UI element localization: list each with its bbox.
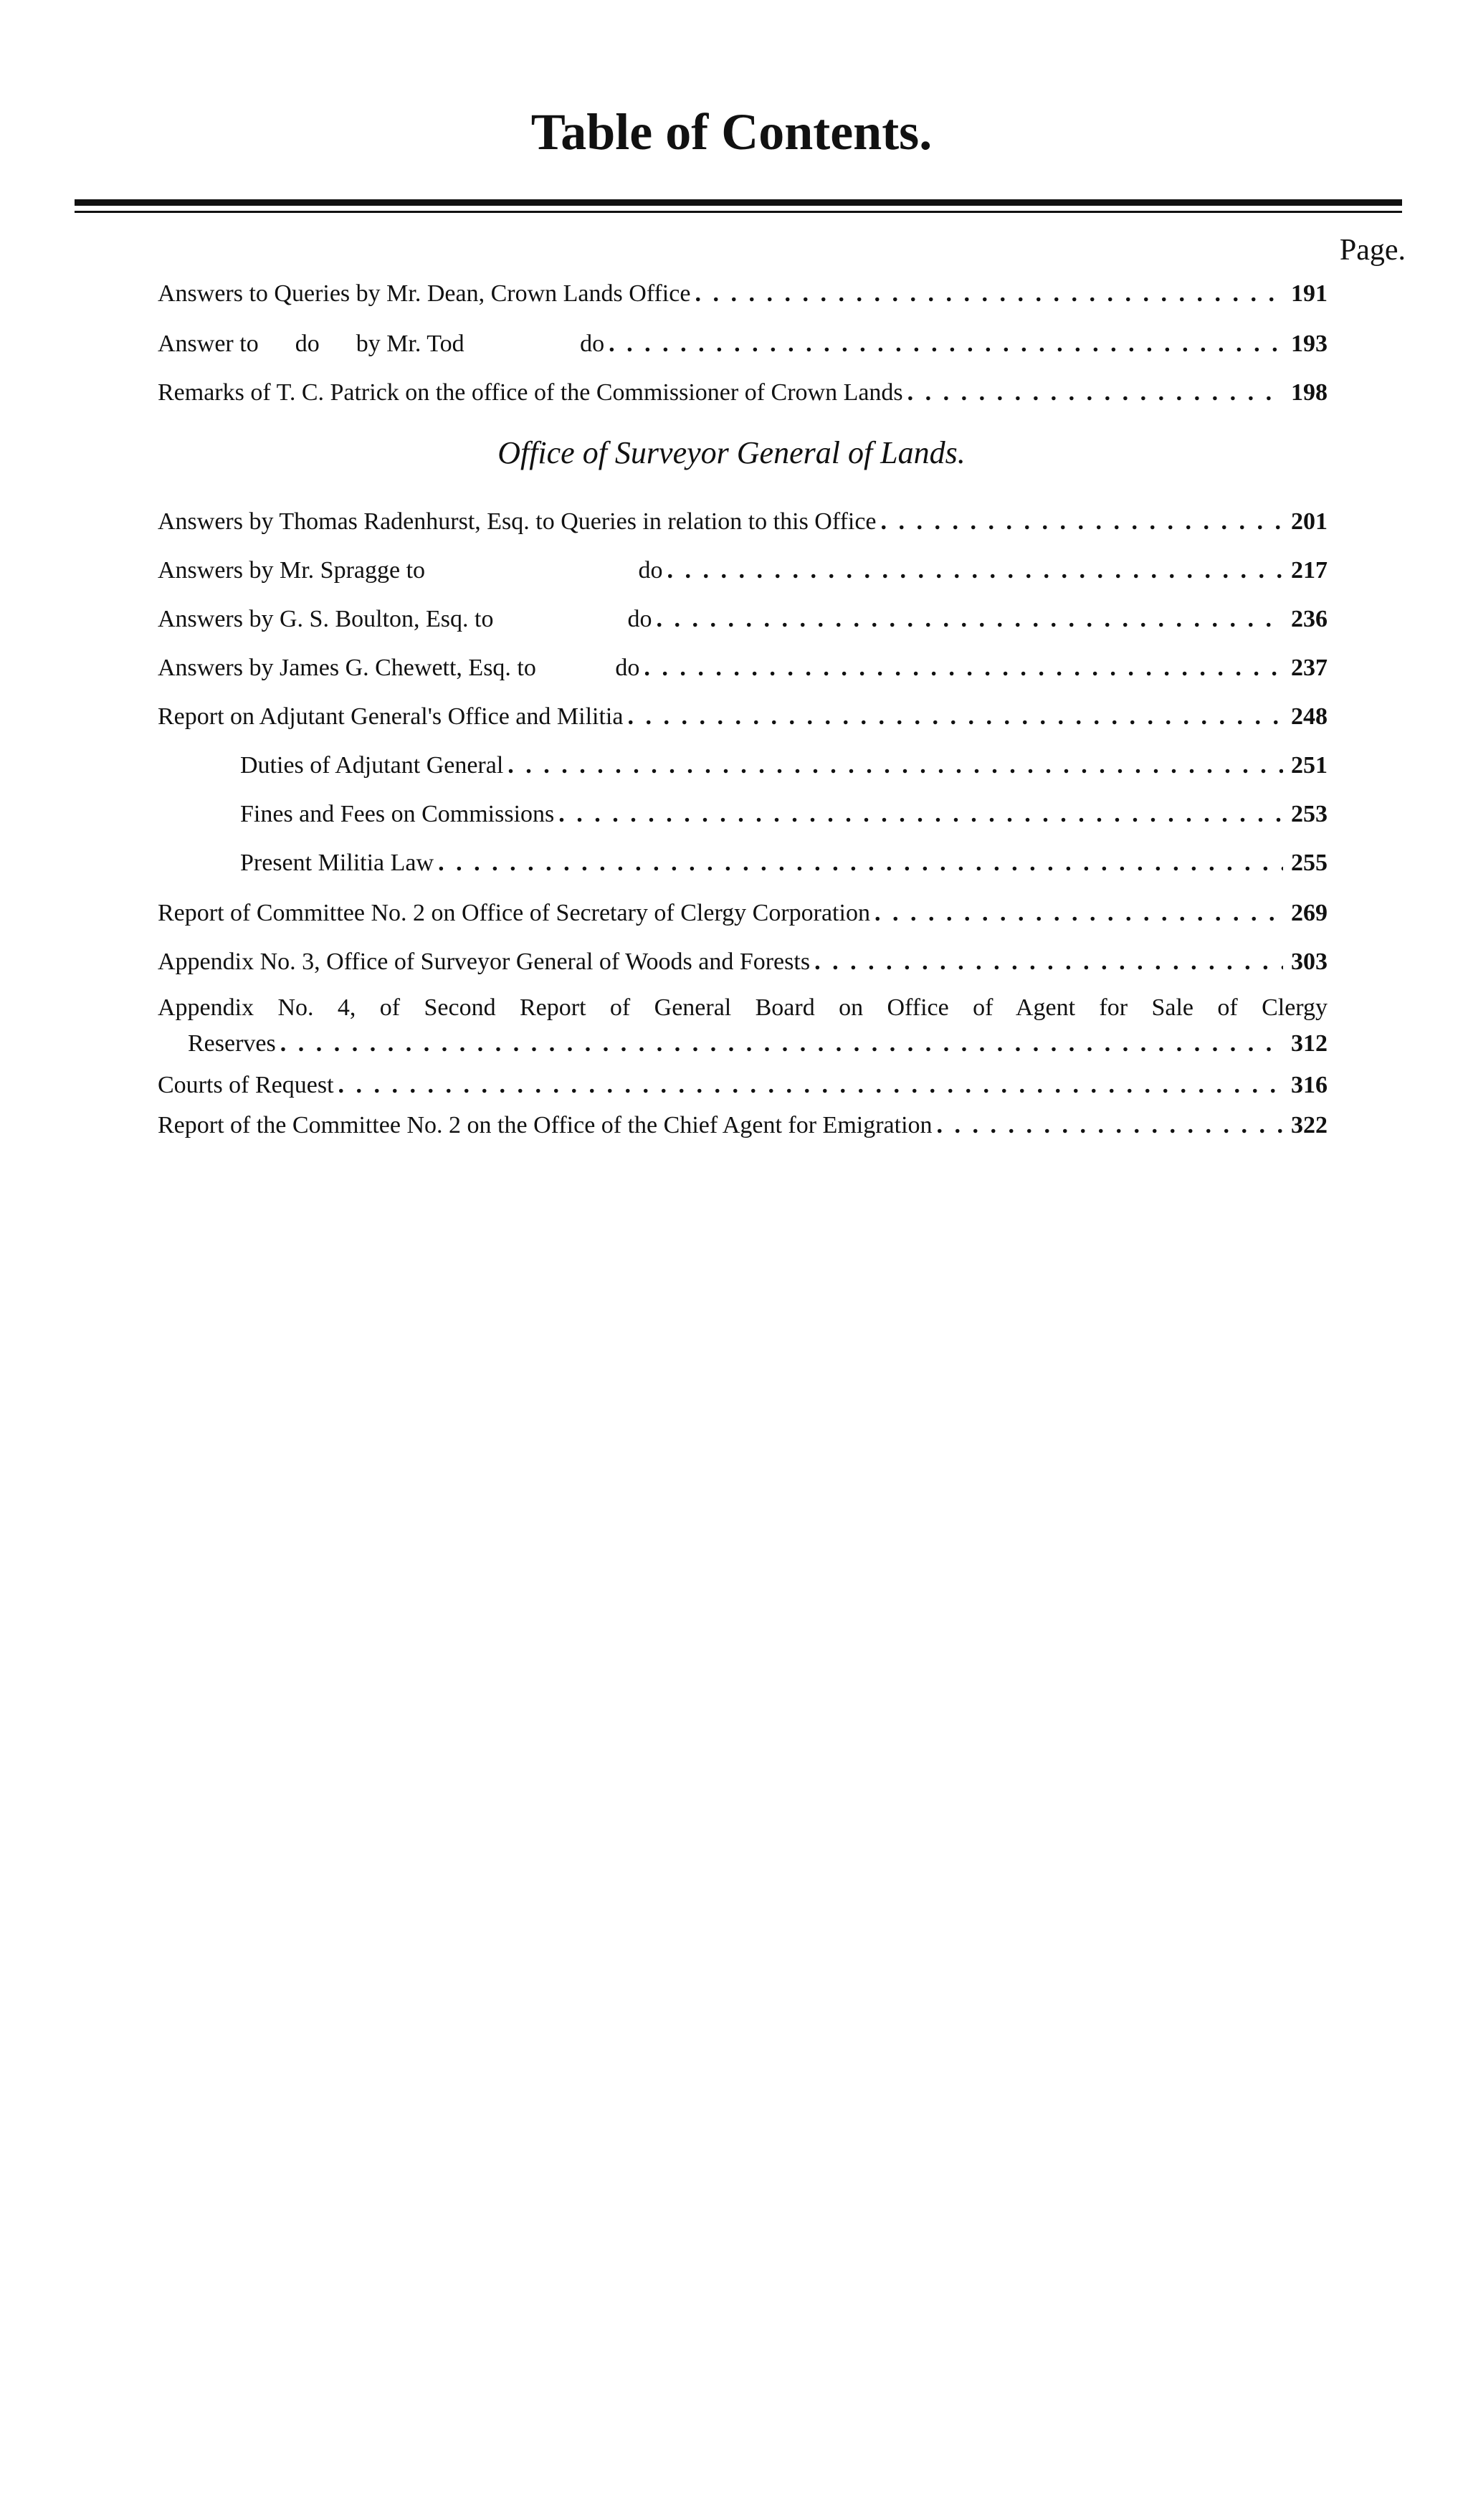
toc-leader: [937, 1111, 1283, 1139]
toc-leader: [881, 508, 1283, 536]
toc-entry-title: Present Militia Law: [240, 850, 434, 876]
toc-entry-page: 269: [1291, 900, 1328, 926]
toc-entry-title: Report of Committee No. 2 on Office of Secretary of Clergy Corporation: [158, 900, 870, 926]
toc-entry-title: Fines and Fees on Commissions: [240, 801, 555, 827]
toc-entry-title: Answers by James G. Chewett, Esq. to do: [158, 655, 640, 681]
toc-entry-title: Courts of Request: [158, 1072, 334, 1098]
toc-leader: [438, 849, 1283, 877]
toc-entry: [158, 280, 1328, 308]
toc-leader: [644, 654, 1283, 682]
toc-leader: [814, 948, 1283, 976]
toc-entry-page: 316: [1291, 1072, 1328, 1098]
toc-entry-title: Answer to do by Mr. Tod do: [158, 331, 605, 357]
page-column-label: Page.: [1339, 234, 1406, 267]
toc-entry: [158, 508, 1328, 536]
toc-entry-title: Answers to Queries by Mr. Dean, Crown Lands Office: [158, 280, 691, 307]
toc-leader: [907, 379, 1283, 406]
toc-leader: [656, 605, 1283, 633]
toc-entry-page: 217: [1291, 557, 1328, 584]
toc-leader: [875, 899, 1283, 927]
toc-entry-page: 193: [1291, 331, 1328, 357]
toc-entry-page: 322: [1291, 1112, 1328, 1138]
toc-entry-page: 253: [1291, 801, 1328, 827]
toc-leader: [280, 1030, 1283, 1057]
toc-entry: [158, 605, 1328, 633]
toc-entry: [158, 899, 1328, 927]
toc-leader: [695, 280, 1283, 308]
toc-entry-page: 312: [1291, 1030, 1328, 1057]
toc-entry: [158, 654, 1328, 682]
title-rule-thick: [75, 199, 1402, 206]
toc-entry-title: Answers by Mr. Spragge to do: [158, 557, 663, 584]
toc-entry-page: 251: [1291, 752, 1328, 779]
toc-entry: [158, 379, 1328, 406]
toc-entry-title: Report on Adjutant General's Office and Militia: [158, 703, 624, 730]
toc-entry: [158, 703, 1328, 731]
toc-entry: [188, 1030, 1328, 1057]
toc-entry: [158, 1071, 1328, 1099]
toc-entry: [158, 330, 1328, 358]
toc-entry-page: 236: [1291, 606, 1328, 632]
toc-entry-page: 255: [1291, 850, 1328, 876]
page-title: Table of Contents.: [530, 103, 933, 161]
toc-entry: [158, 948, 1328, 976]
toc-leader: [338, 1071, 1283, 1099]
toc-entry-title: Answers by G. S. Boulton, Esq. to do: [158, 606, 652, 632]
toc-entry-page: 191: [1291, 280, 1328, 307]
toc-leader: [507, 751, 1283, 779]
toc-entry-page: 248: [1291, 703, 1328, 730]
toc-entry-continuation: Reserves: [188, 1030, 276, 1057]
toc-entry-page: 237: [1291, 655, 1328, 681]
toc-entry-first-line: Appendix No. 4, of Second Report of General Board on Office of Agent for Sale of Clergy: [158, 994, 1328, 1021]
toc-leader: [558, 800, 1283, 828]
toc-entry-title: Duties of Adjutant General: [240, 752, 504, 779]
toc-entry: [240, 800, 1328, 828]
toc-entry-page: 198: [1291, 379, 1328, 406]
toc-entry: [158, 556, 1328, 584]
toc-entry: [240, 751, 1328, 779]
toc-entry-page: 201: [1291, 508, 1328, 535]
toc-entry-title: Answers by Thomas Radenhurst, Esq. to Queries in relation to this Office: [158, 508, 877, 535]
toc-entry-title: Report of the Committee No. 2 on the Office of the Chief Agent for Emigration: [158, 1112, 933, 1138]
toc-leader: [627, 703, 1283, 731]
toc-leader: [667, 556, 1283, 584]
toc-entry-page: 303: [1291, 948, 1328, 975]
toc-entry-title: Appendix No. 3, Office of Surveyor General of Woods and Forests: [158, 948, 811, 975]
toc-entry: [158, 1111, 1328, 1139]
section-heading: Office of Surveyor General of Lands.: [497, 435, 966, 470]
toc-entry-title: Remarks of T. C. Patrick on the office of the Commissioner of Crown Lands: [158, 379, 903, 406]
title-rule-thin: [75, 211, 1402, 213]
toc-entry: [240, 849, 1328, 877]
toc-leader: [609, 330, 1283, 358]
